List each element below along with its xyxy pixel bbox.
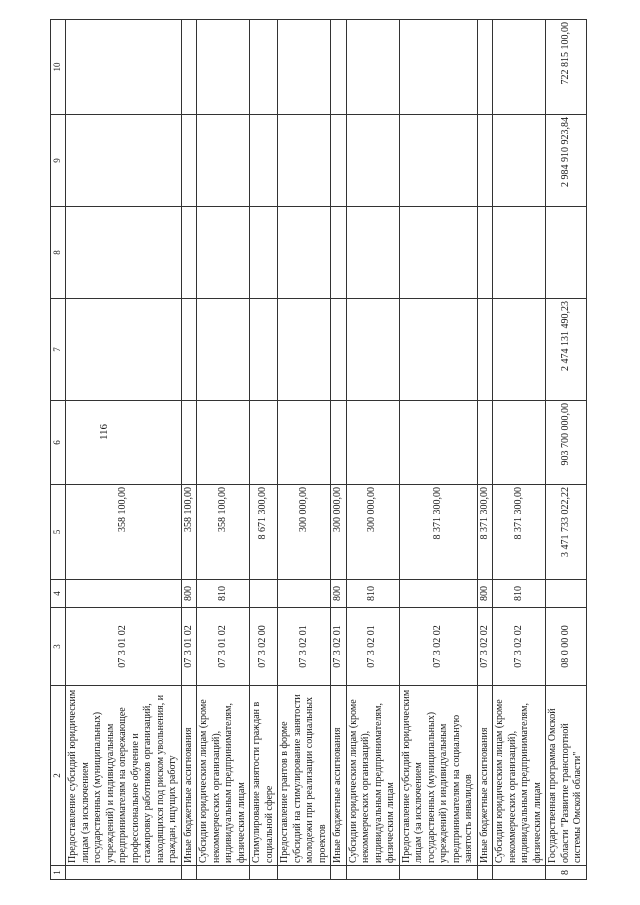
cell-c9 [197,115,250,207]
cell-c6 [250,401,278,485]
cell-code: 07 3 02 00 [250,608,278,686]
page-number: 116 [98,423,111,441]
cell-idx [346,866,399,880]
cell-c5: 358 100,00 [66,485,182,580]
cell-kvr [66,580,182,608]
cell-c8 [331,207,347,299]
cell-kvr [278,580,331,608]
cell-idx [197,866,250,880]
cell-c6 [493,401,546,485]
cell-idx [278,866,331,880]
cell-c8 [477,207,493,299]
header-cell: 6 [51,401,66,485]
cell-c7 [493,299,546,401]
cell-c9 [331,115,347,207]
table-row [331,20,347,880]
cell-c10 [278,20,331,115]
header-row [51,20,66,880]
table-row [197,20,250,880]
cell-name: Предоставление грантов в форме субсидий на стимулирование занятости молодежи при реализации социальных проектов [278,686,331,866]
table-row [250,20,278,880]
table-row [346,20,399,880]
cell-kvr: 800 [181,580,197,608]
cell-c5: 358 100,00 [181,485,197,580]
cell-c9 [250,115,278,207]
cell-code: 07 3 02 02 [399,608,477,686]
cell-code: 07 3 01 02 [197,608,250,686]
cell-c10 [331,20,347,115]
cell-c6 [477,401,493,485]
header-cell: 5 [51,485,66,580]
table-row [278,20,331,880]
cell-c8 [546,207,587,299]
cell-c9 [477,115,493,207]
cell-c5: 300 000,00 [331,485,347,580]
cell-c9: 2 984 910 923,84 [546,115,587,207]
cell-name: Государственная программа Омской области "Развитие транспортной системы Омской области" [546,686,587,866]
cell-kvr: 800 [331,580,347,608]
cell-code: 07 3 01 02 [66,608,182,686]
cell-c10: 722 815 100,00 [546,20,587,115]
cell-code: 07 3 02 01 [278,608,331,686]
cell-c7 [250,299,278,401]
cell-idx: 8 [546,866,587,880]
budget-table [50,19,587,880]
cell-kvr [546,580,587,608]
cell-idx [181,866,197,880]
cell-code: 07 3 02 02 [477,608,493,686]
cell-c8 [66,207,182,299]
cell-c5: 8 371 300,00 [477,485,493,580]
cell-kvr [250,580,278,608]
cell-name: Предоставление субсидий юридическим лицам (за исключением государственных (муниципальных) учреждений) и индивидуальным предпринимателям на опережающее профессиональное обучение и стажировку работников организаций, находящихся под риском увольнения, и граждан, ищущих работу [66,686,182,866]
cell-c5: 8 371 300,00 [399,485,477,580]
cell-kvr: 810 [197,580,250,608]
cell-c9 [346,115,399,207]
cell-c7 [181,299,197,401]
cell-c5: 300 000,00 [346,485,399,580]
cell-c7: 2 474 131 490,23 [546,299,587,401]
cell-c7 [197,299,250,401]
cell-c10 [66,20,182,115]
cell-code: 08 0 00 00 [546,608,587,686]
header-cell: 10 [51,20,66,115]
cell-c7 [278,299,331,401]
cell-c6 [278,401,331,485]
cell-c5: 8 371 300,00 [493,485,546,580]
table-row [546,20,587,880]
cell-idx [331,866,347,880]
header-cell: 9 [51,115,66,207]
budget-table-sheet [50,20,610,880]
cell-name: Стимулирование занятости граждан в социальной сфере [250,686,278,866]
cell-c6 [346,401,399,485]
cell-c8 [399,207,477,299]
cell-c5: 358 100,00 [197,485,250,580]
cell-c7 [331,299,347,401]
cell-c9 [493,115,546,207]
cell-c10 [493,20,546,115]
cell-code: 07 3 01 02 [181,608,197,686]
cell-c10 [250,20,278,115]
cell-c8 [250,207,278,299]
table-row [66,20,182,880]
cell-c5: 3 471 733 022,22 [546,485,587,580]
cell-c5: 300 000,00 [278,485,331,580]
cell-c9 [278,115,331,207]
cell-idx [399,866,477,880]
cell-c7 [477,299,493,401]
cell-kvr: 800 [477,580,493,608]
header-cell: 4 [51,580,66,608]
cell-c7 [346,299,399,401]
cell-c6: 903 700 000,00 [546,401,587,485]
cell-c10 [477,20,493,115]
cell-c5: 8 671 300,00 [250,485,278,580]
cell-code: 07 3 02 01 [346,608,399,686]
cell-c6 [197,401,250,485]
cell-c6 [331,401,347,485]
cell-name: Иные бюджетные ассигнования [181,686,197,866]
cell-c10 [399,20,477,115]
cell-c8 [346,207,399,299]
table-row [181,20,197,880]
cell-c6 [66,401,182,485]
cell-c10 [197,20,250,115]
cell-name: Иные бюджетные ассигнования [331,686,347,866]
table-row [493,20,546,880]
cell-c10 [346,20,399,115]
cell-kvr: 810 [346,580,399,608]
cell-c10 [181,20,197,115]
header-cell: 1 [51,866,66,880]
table-row [477,20,493,880]
cell-c9 [66,115,182,207]
cell-c6 [399,401,477,485]
cell-c7 [66,299,182,401]
cell-name: Субсидии юридическим лицам (кроме некоммерческих организаций), индивидуальным предпринимателям, физическим лицам [346,686,399,866]
cell-c7 [399,299,477,401]
header-cell: 8 [51,207,66,299]
cell-code: 07 3 02 02 [493,608,546,686]
table-body [66,20,587,880]
header-cell: 3 [51,608,66,686]
cell-c8 [197,207,250,299]
cell-c9 [399,115,477,207]
cell-c8 [493,207,546,299]
table-row [399,20,477,880]
cell-name: Иные бюджетные ассигнования [477,686,493,866]
cell-name: Субсидии юридическим лицам (кроме некоммерческих организаций), индивидуальным предпринимателям, физическим лицам [493,686,546,866]
cell-kvr: 810 [493,580,546,608]
cell-idx [493,866,546,880]
cell-kvr [399,580,477,608]
cell-c8 [181,207,197,299]
cell-c6 [181,401,197,485]
header-cell: 7 [51,299,66,401]
cell-code: 07 3 02 01 [331,608,347,686]
cell-c8 [278,207,331,299]
cell-idx [66,866,182,880]
cell-idx [250,866,278,880]
cell-name: Предоставление субсидий юридическим лицам (за исключением государственных (муниципальных) учреждений) и индивидуальным предпринимателям на социальную занятость инвалидов [399,686,477,866]
cell-idx [477,866,493,880]
cell-name: Субсидии юридическим лицам (кроме некоммерческих организаций), индивидуальным предпринимателям, физическим лицам [197,686,250,866]
header-cell: 2 [51,686,66,866]
cell-c9 [181,115,197,207]
